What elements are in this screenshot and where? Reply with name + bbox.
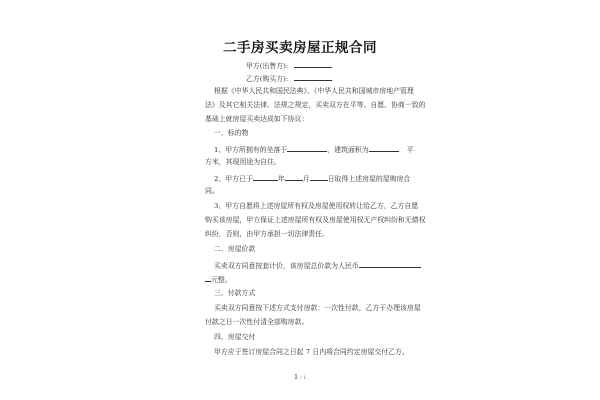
page-current: 1	[293, 373, 299, 381]
clause-3-1-line-1: 买卖双方同意按下述方式支付房款：一次性付款，乙方于办理该房屋	[214, 304, 421, 312]
section-2-heading: 二、房屋价款	[214, 245, 256, 253]
seller-blank[interactable]	[294, 60, 332, 68]
clause-1-3-line-2: 购买该房屋，甲方保证上述房屋所有权及房屋使用权无产权纠纷和无债权	[205, 216, 426, 224]
clause-3-1-line-2: 付款之日一次性付清全部购房款。	[205, 318, 309, 326]
month-blank[interactable]	[285, 173, 303, 181]
year-blank[interactable]	[253, 173, 278, 181]
page-number	[0, 373, 600, 381]
clause-4-1-line-1: 甲方应于签订房屋合同之日起 7 日内将合同约定房屋交付乙方。	[214, 348, 409, 356]
clause-1-3-line-1: 3、甲方自愿将上述房屋所有权及房屋使用权转让给乙方，乙方自愿	[214, 202, 419, 210]
section-4-heading: 四、房屋交付	[214, 333, 256, 341]
clause-2-1-text-b: 元整。	[211, 276, 232, 284]
clause-1-2-text-a: 2、甲方已于	[214, 175, 253, 183]
clause-1-1-line-1	[214, 144, 414, 155]
clause-1-1-text-a: 1、甲方所拥有的坐落于	[214, 146, 288, 154]
section-1-heading: 一、标的物	[214, 129, 249, 137]
clause-1-2-text-d: 日取得上述房屋的屋购房合	[327, 175, 411, 183]
document-title: 二手房买卖房屋正规合同	[223, 40, 377, 56]
intro-line-1: 根据《中华人民共和国民法典》、《中华人民共和国城市房地产管理	[214, 87, 414, 95]
day-blank[interactable]	[310, 173, 328, 181]
clause-1-3-line-3: 纠纷，否则，由甲方承担一切法律责任。	[205, 230, 330, 238]
clause-1-1-line-2: 方米，其现用途为自住。	[205, 158, 281, 166]
clause-2-1-text-a: 买卖双方同意按套计价，该房屋总价款为人民币	[214, 262, 359, 270]
clause-1-1-text-b: ，建筑面积为	[327, 146, 369, 154]
clause-2-1-line-1	[214, 260, 409, 271]
page-total: / 1	[300, 376, 307, 381]
price-blank[interactable]	[359, 260, 421, 268]
clause-1-2-line-1	[214, 173, 409, 184]
clause-1-1-text-c: 平	[406, 146, 414, 154]
clause-1-2-text-c: 月	[302, 175, 310, 183]
intro-line-3: 基础上就房屋买卖达成如下协议：	[205, 115, 309, 123]
area-blank[interactable]	[369, 144, 399, 152]
intro-line-2: 法》及其它相关法律、法规之规定，买卖双方在平等、自愿、协商一致的	[205, 101, 426, 109]
clause-1-2-line-2: 同。	[205, 187, 219, 195]
seller-line	[246, 60, 441, 71]
seller-label: 甲方(出售方):	[246, 62, 289, 70]
buyer-label: 乙方(购买方):	[246, 75, 289, 83]
clause-2-1-line-2	[205, 274, 400, 285]
section-3-heading: 三、付款方式	[214, 289, 256, 297]
clause-1-2-text-b: 年	[277, 175, 285, 183]
location-blank[interactable]	[287, 144, 327, 152]
buyer-blank[interactable]	[294, 73, 332, 81]
buyer-line	[246, 73, 441, 84]
